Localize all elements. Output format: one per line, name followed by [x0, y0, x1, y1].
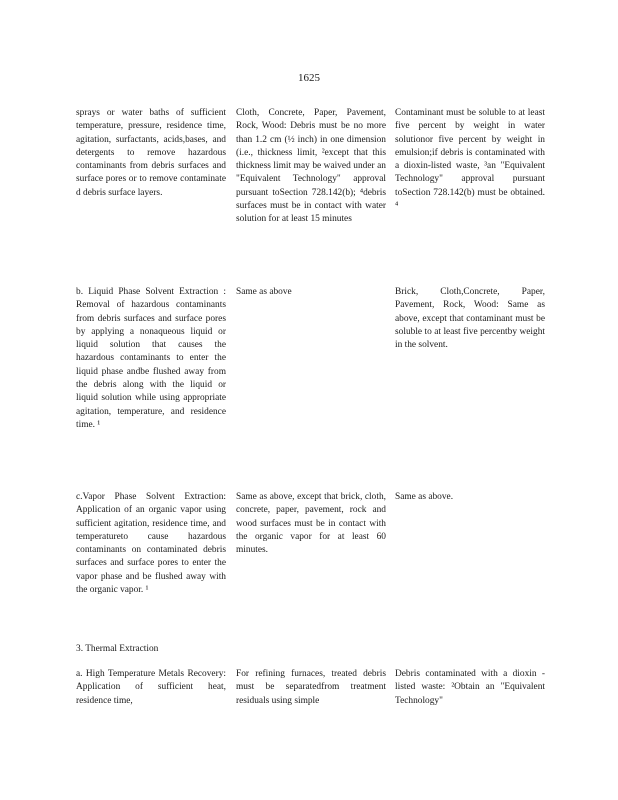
- page-number: 1625: [298, 72, 320, 84]
- table-cell-contaminant-restrictions: Contaminant must be soluble to at least five percent by weight in water solutionor five percent by weight in emulsion;if debris is contaminated with a dioxin-listed waste, ³an "Equivalent Technology" approval pursuant toSection 728.142(b) must be obtained. ⁴: [395, 108, 545, 212]
- table-cell-technology: c.Vapor Phase Solvent Extraction: Application of an organic vapor using sufficient agitation, residence time, and temperatureto cause hazardous contaminants on contaminated debris surfaces and surface pores to enter the vapor phase and be flushed away with the organic vapor. ¹: [76, 492, 226, 596]
- section-heading: 3. Thermal Extraction: [76, 644, 159, 654]
- table-cell-performance-standard: Same as above: [236, 287, 292, 297]
- table-cell-contaminant-restrictions: Brick, Cloth,Concrete, Paper, Pavement, Rock, Wood: Same as above, except that contaminant must be soluble to at least five percentby weight in the solvent.: [395, 287, 545, 351]
- table-cell-technology: a. High Temperature Metals Recovery: Application of sufficient heat, residence time,: [76, 669, 226, 706]
- table-cell-contaminant-restrictions: Debris contaminated with a dioxin -listed waste: ²Obtain an "Equivalent Technology": [395, 669, 545, 706]
- table-cell-contaminant-restrictions: Same as above.: [395, 492, 454, 502]
- table-cell-performance-standard: Same as above, except that brick, cloth, concrete, paper, pavement, rock and wood surfaces must be in contact with the organic vapor for at least 60 minutes.: [236, 492, 386, 556]
- table-cell-performance-standard: For refining furnaces, treated debris must be separatedfrom treatment residuals using simple: [236, 669, 386, 706]
- table-cell-technology: sprays or water baths of sufficient temperature, pressure, residence time, agitation, surfactants, acids,bases, and detergents to remove hazardous contaminants from debris surfaces and surface pores or to remove contaminate d debris surface layers.: [76, 108, 226, 198]
- table-cell-performance-standard: Cloth, Concrete, Paper, Pavement, Rock, Wood: Debris must be no more than 1.2 cm (½ inch) in one dimension (i.e., thickness limit, ²except that this thickness limit may be waived under an "Equivalent Technology" approval pursuant toSection 728.142(b); ⁴debris surfaces must be in contact with water solution for at least 15 minutes: [236, 108, 386, 225]
- table-cell-technology: b. Liquid Phase Solvent Extraction : Removal of hazardous contaminants from debris surfaces and surface pores by applying a nonaqueous liquid or liquid solution that causes the hazardous contaminants to enter the liquid phase andbe flushed away from the debris along with the liquid or liquid solution while using appropriate agitation, temperature, and residence time. ¹: [76, 287, 226, 430]
